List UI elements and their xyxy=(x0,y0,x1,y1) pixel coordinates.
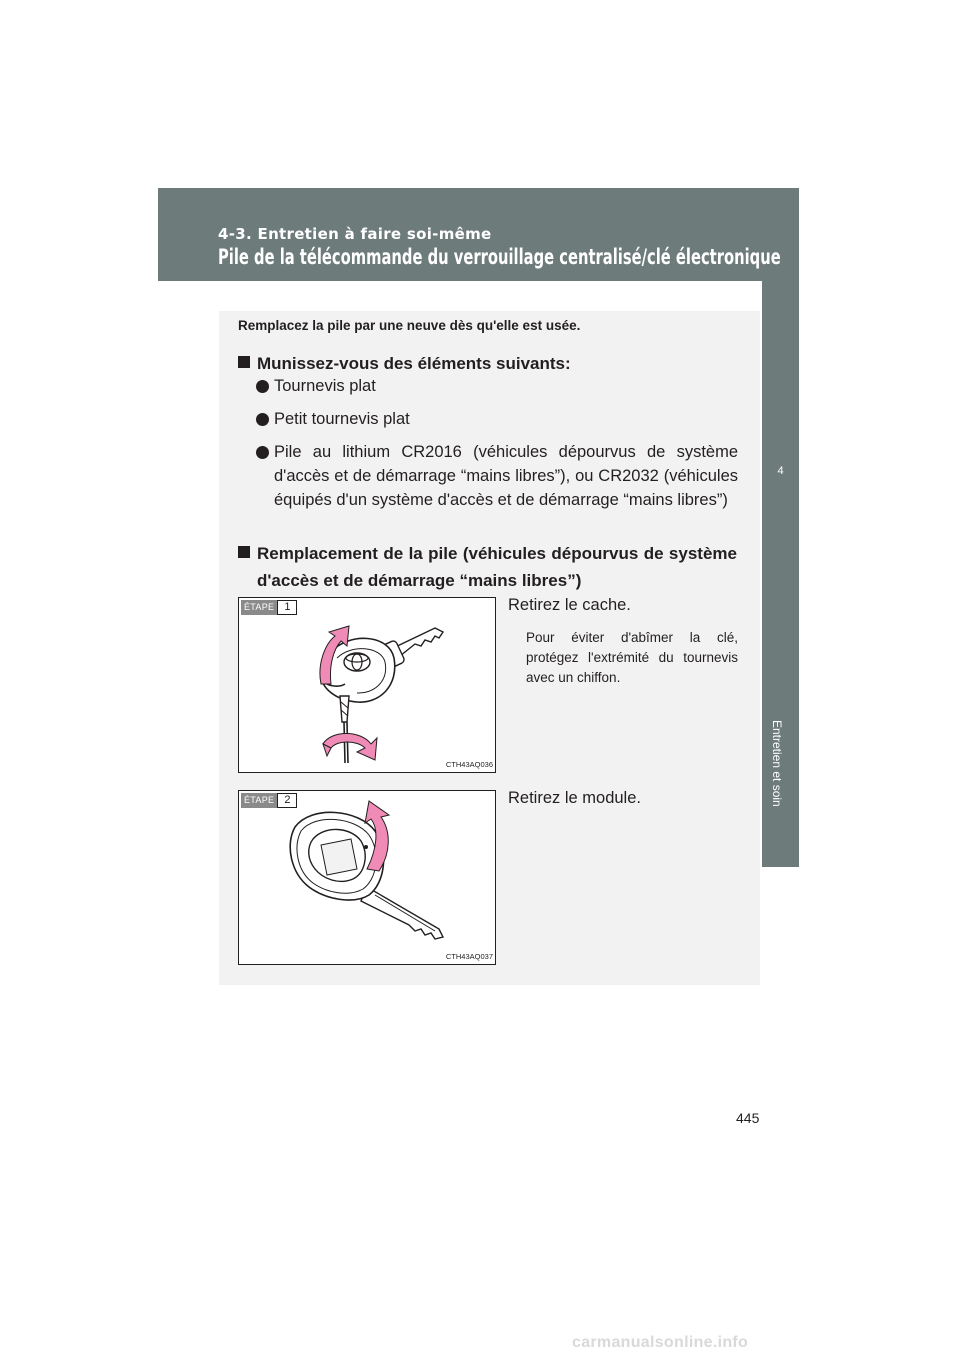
intro-text: Remplacez la pile par une neuve dès qu'elle est usée. xyxy=(238,318,581,333)
key-cover-removal-illustration xyxy=(239,598,495,772)
round-bullet-icon xyxy=(256,413,269,426)
step-1-note: Pour éviter d'abîmer la clé, protégez l'extrémité du tournevis avec un chiffon. xyxy=(526,630,738,685)
step-badge: ÉTAPE 2 xyxy=(241,793,297,808)
items-heading: Munissez-vous des éléments suivants: xyxy=(238,350,257,377)
section-label: 4-3. Entretien à faire soi-même xyxy=(218,225,492,243)
round-bullet-icon xyxy=(256,380,269,393)
chapter-tab-divider xyxy=(762,866,799,867)
square-bullet-icon xyxy=(238,546,250,558)
figure-code: CTH43AQ036 xyxy=(445,760,493,769)
list-item: Petit tournevis plat xyxy=(256,407,738,431)
replacement-heading: Remplacement de la pile (véhicules dépourvus de système d'accès et de démarrage “mains libres”) xyxy=(238,540,257,567)
step-2-text: Retirez le module. xyxy=(508,789,641,807)
step-2-figure xyxy=(238,790,496,965)
list-item: Pile au lithium CR2016 (véhicules dépourvus de système d'accès et de démarrage “mains libres”), ou CR2032 (véhicules équipés d'un système d'accès et de démarrage “mains libres”) xyxy=(256,440,738,512)
step-1-figure xyxy=(238,597,496,773)
list-item: Tournevis plat xyxy=(256,374,738,398)
key-module-removal-illustration xyxy=(239,791,495,964)
page-title: Pile de la télécommande du verrouillage centralisé/clé électronique xyxy=(218,245,781,269)
page-number: 445 xyxy=(736,1110,760,1126)
watermark: carmanualsonline.info xyxy=(572,1334,749,1351)
chapter-number: 4 xyxy=(777,465,784,477)
round-bullet-icon xyxy=(256,446,269,459)
step-1-text: Retirez le cache. xyxy=(508,596,631,614)
step-badge: ÉTAPE 1 xyxy=(241,600,297,615)
square-bullet-icon xyxy=(238,356,250,368)
figure-code: CTH43AQ037 xyxy=(445,952,493,961)
